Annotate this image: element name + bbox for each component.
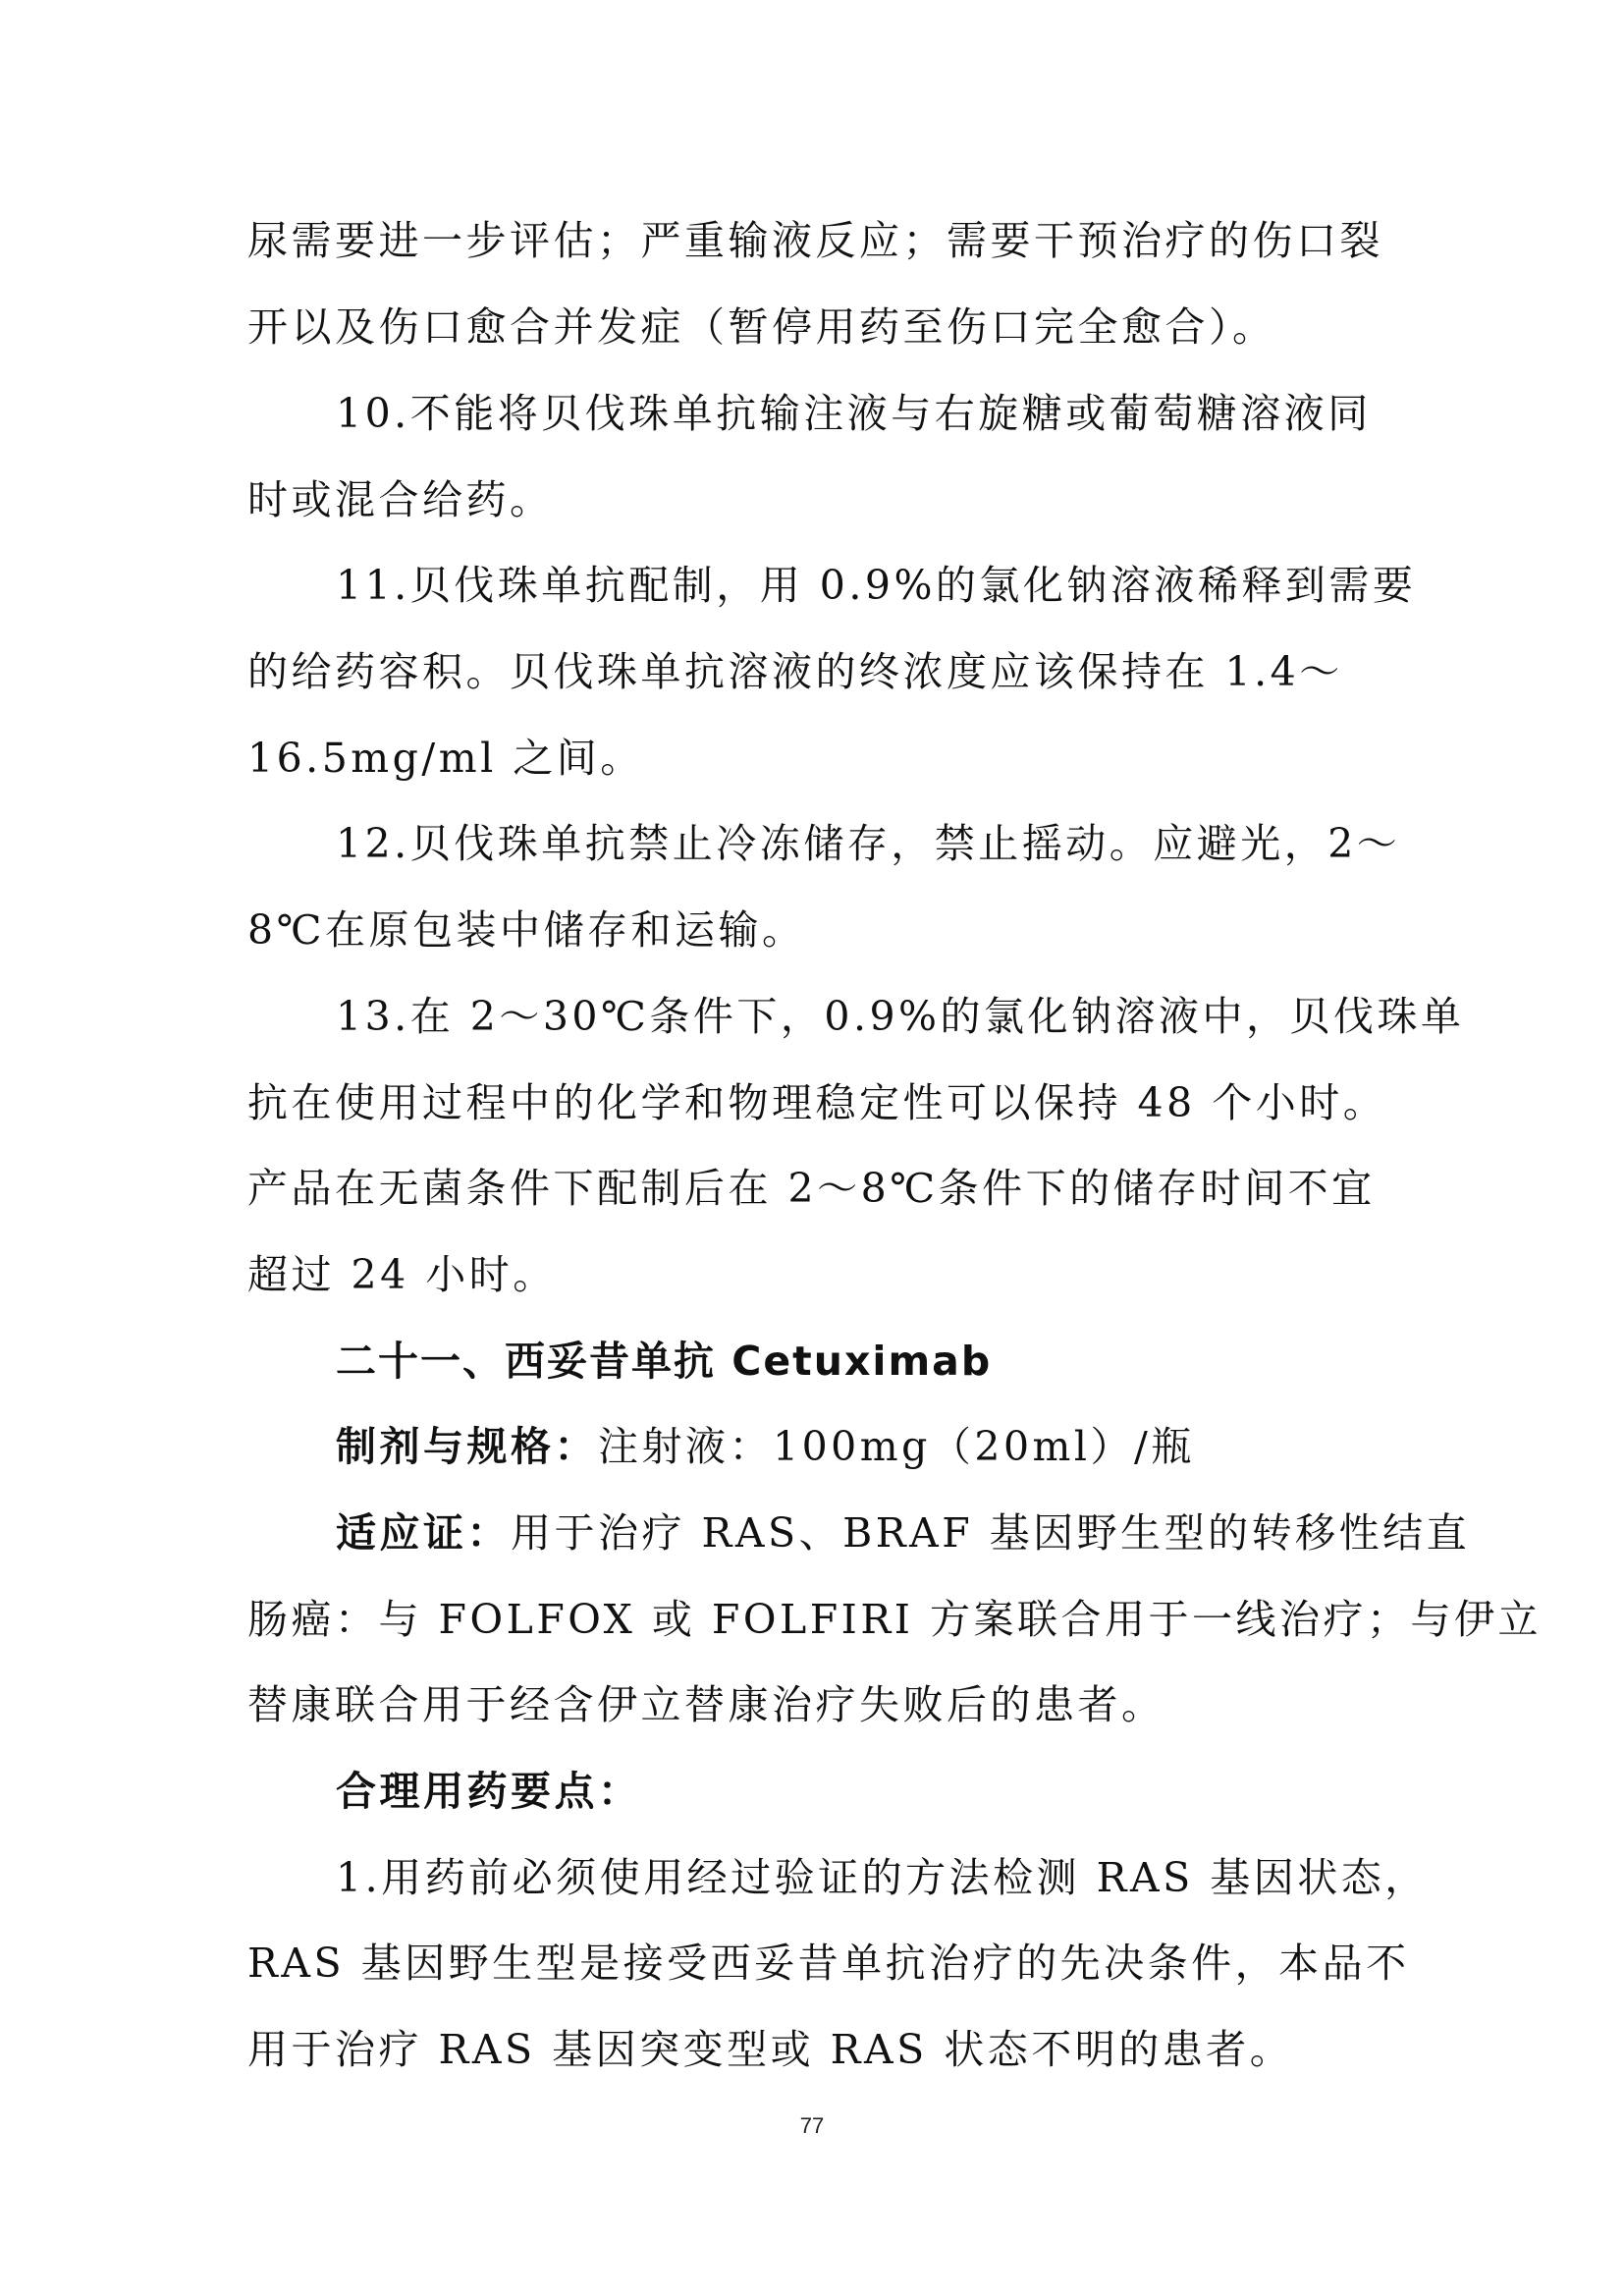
indication-value: 用于治疗 RAS、BRAF 基因野生型的转移性结直 xyxy=(511,1509,1471,1557)
page-number: 77 xyxy=(799,2113,825,2138)
body-line: 尿需要进一步评估；严重输液反应；需要干预治疗的伤口裂 xyxy=(247,217,1383,264)
body-line: 超过 24 小时。 xyxy=(247,1251,557,1298)
indication-line xyxy=(336,1503,1471,1562)
indication-label: 适应证： xyxy=(336,1509,511,1557)
formulation-line xyxy=(336,1417,1386,1476)
body-line: RAS 基因野生型是接受西妥昔单抗治疗的先决条件，本品不 xyxy=(247,1940,1410,1987)
section-heading: 二十一、西妥昔单抗 Cetuximab xyxy=(336,1338,993,1385)
list-item-12-line: 12.贝伐珠单抗禁止冷冻储存，禁止摇动。应避光，2～ xyxy=(336,820,1401,867)
list-item-11-line: 11.贝伐珠单抗配制，用 0.9%的氯化钠溶液稀释到需要 xyxy=(336,562,1417,609)
list-item-13-line: 13.在 2～30℃条件下，0.9%的氯化钠溶液中，贝伐珠单 xyxy=(336,993,1465,1040)
body-line: 开以及伤口愈合并发症（暂停用药至伤口完全愈合）。 xyxy=(247,303,1276,351)
body-line: 替康联合用于经含伊立替康治疗失败后的患者。 xyxy=(247,1681,1165,1728)
body-line: 产品在无菌条件下配制后在 2～8℃条件下的储存时间不宜 xyxy=(247,1165,1376,1212)
body-line: 16.5mg/ml 之间。 xyxy=(247,735,644,782)
body-line: 时或混合给药。 xyxy=(247,476,554,523)
list-item-1-line: 1.用药前必须使用经过验证的方法检测 RAS 基因状态， xyxy=(336,1854,1429,1901)
list-item-10-line: 10.不能将贝伐珠单抗输注液与右旋糖或葡萄糖溶液同 xyxy=(336,390,1372,437)
body-line: 肠癌：与 FOLFOX 或 FOLFIRI 方案联合用于一线治疗；与伊立 xyxy=(247,1596,1542,1643)
formulation-value: 注射液：100mg（20ml）/瓶 xyxy=(598,1423,1195,1470)
formulation-label: 制剂与规格： xyxy=(336,1423,598,1470)
body-line: 用于治疗 RAS 基因突变型或 RAS 状态不明的患者。 xyxy=(247,2026,1294,2073)
body-line: 8℃在原包装中储存和运输。 xyxy=(247,906,806,954)
body-line: 抗在使用过程中的化学和物理稳定性可以保持 48 个小时。 xyxy=(247,1079,1387,1126)
key-points-heading: 合理用药要点： xyxy=(336,1768,642,1815)
body-line: 的给药容积。贝伐珠单抗溶液的终浓度应该保持在 1.4～ xyxy=(247,648,1343,695)
